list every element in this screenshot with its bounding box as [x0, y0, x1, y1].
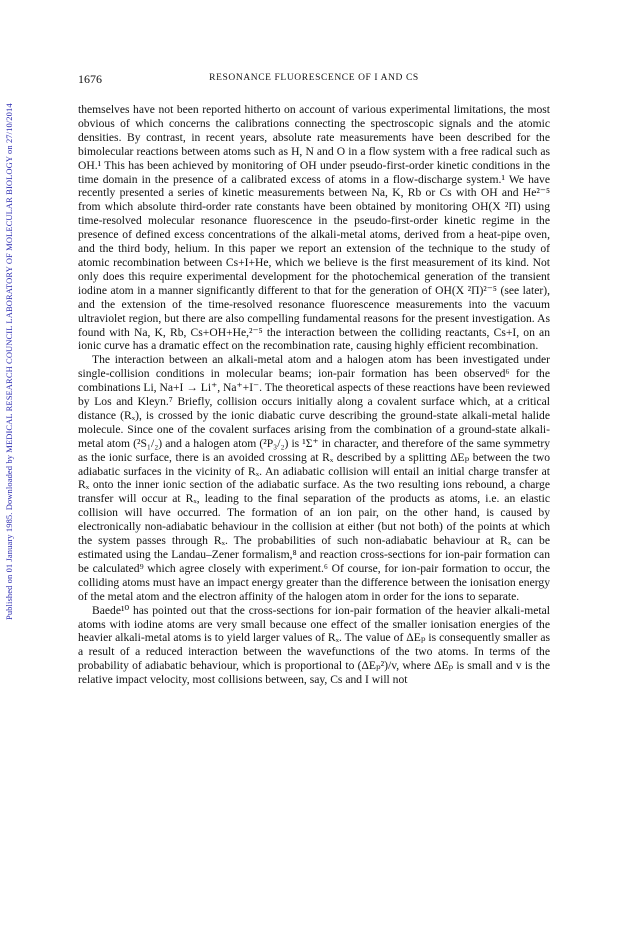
- paragraph-2: The interaction between an alkali-metal atom and a halogen atom has been investigated under single-collision conditions in molecular beams; ion-pair formation has been observed⁶ for the combinations Li, Na+I → Li⁺, Na⁺+I⁻. The theoretical aspects of these reactions have been reviewed by Los and Kleyn.⁷ Briefly, collision occurs initially along a covalent surface which, at a critical distance (Rₓ), is crossed by the ionic diabatic curve describing the ground-state alkali-metal halide molecule. Since one of the covalent surfaces arising from the combination of a ground-state alkali-metal atom (²S₁/₂) and a halogen atom (²P₃/₂) is ¹Σ⁺ in character, and therefore of the same symmetry as the ionic surface, there is an avoided crossing at Rₓ described by a splitting ΔEₚ between the two adiabatic surfaces in the vicinity of Rₓ. An adiabatic collision will entail an initial charge transfer at Rₓ onto the inner ionic section of the adiabatic surface. As the two resulting ions rebound, a charge transfer will occur at Rₓ, leading to the final separation of the products as atoms, i.e. an elastic collision will have occurred. The formation of an ion pair, on the other hand, is caused by electronically non-adiabatic behaviour in the collision at either (but not both) of the points at which the system passes through Rₓ. The probabilities of such non-adiabatic behaviour at Rₓ can be estimated using the Landau–Zener formalism,⁸ and reaction cross-sections for ion-pair formation can be calculated⁹ which agree closely with experiment.⁶ Of course, for ion-pair formation to occur, the colliding atoms must have an impact energy greater than the difference between the ionisation energy of the metal atom and the electron affinity of the halogen atom in order for the ions to separate.: [78, 353, 550, 603]
- paragraph-1: themselves have not been reported hitherto on account of various experimental limitations, the most obvious of which concerns the calibrations connecting the spectroscopic signals and the atomic densities. By contrast, in recent years, absolute rate measurements have been described for the bimolecular reactions between atoms such as H, N and O in a flow system with a free radical such as OH.¹ This has been achieved by monitoring of OH under pseudo-first-order kinetic conditions in the time domain in the presence of a calibrated excess of atoms in a flow-discharge system.¹ We have recently presented a series of kinetic measurements between Na, K, Rb or Cs with OH and He²⁻⁵ from which absolute third-order rate constants have been obtained by monitoring OH(X ²Π) using time-resolved molecular resonance fluorescence in the pseudo-first-order kinetic regime in the presence of defined excess concentrations of the alkali-metal atoms, derived from a heat-pipe oven, and the third body, helium. In this paper we report an extension of the technique to the study of atomic recombination between Cs+I+He, which we believe is the first measurement of its kind. Not only does this require experimental development for the photochemical generation of the transient iodine atom in a manner significantly different to that for the generation of OH(X ²Π)²⁻⁵ (see later), and the extension of the time-resolved resonance fluorescence measurements into the vacuum ultraviolet region, but there are also compelling fundamental reasons for the present investigation. As found with Na, K, Rb, Cs+OH+He,²⁻⁵ the interaction between the colliding reactants, Cs+I, on an ionic curve has a dramatic effect on the recombination rate, causing highly efficient recombination.: [78, 103, 550, 353]
- page-header: [78, 72, 550, 92]
- article-body: [78, 103, 550, 687]
- download-watermark: [0, 0, 30, 937]
- download-notice: Published on 01 January 1985. Downloaded by MEDICAL RESEARCH COUNCIL LABORATORY OF MOLECULAR BIOLOGY on 27/10/2014: [4, 103, 14, 620]
- paragraph-3: Baede¹⁰ has pointed out that the cross-sections for ion-pair formation of the heavier alkali-metal atoms with iodine atoms are very small because one effect of the smaller ionisation energies of the heavier alkali-metal atoms is to yield larger values of Rₓ. The value of ΔEₚ is consequently smaller as a result of a reduced interaction between the wavefunctions of the two atoms. In terms of the probability of adiabatic behaviour, which is proportional to (ΔEₚ²)/v, where ΔEₚ is small and v is the relative impact velocity, most collisions between, say, Cs and I will not: [78, 603, 550, 687]
- page-number: 1676: [78, 72, 102, 86]
- running-title: RESONANCE FLUORESCENCE OF I AND CS: [209, 73, 419, 83]
